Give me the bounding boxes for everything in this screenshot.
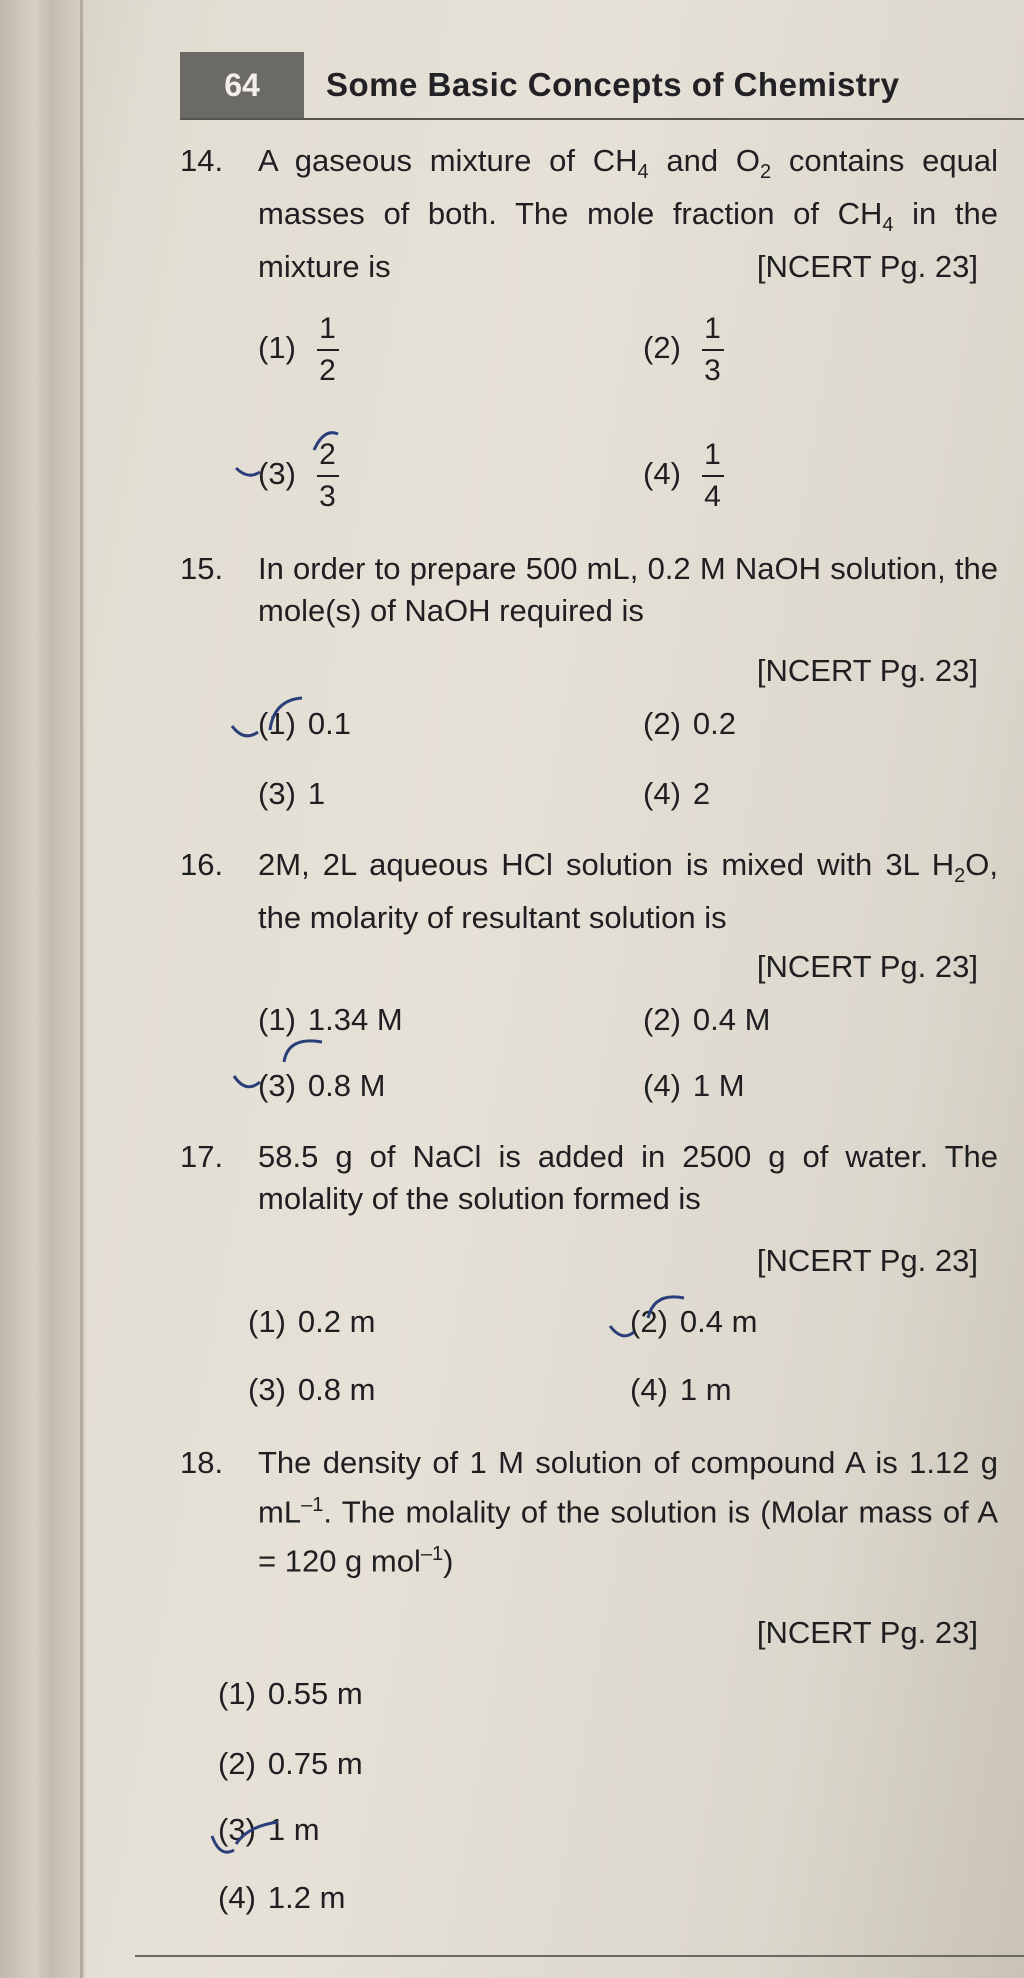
denominator: 2 [319,354,336,387]
option-17-2[interactable] [630,1304,757,1340]
question-number: 15. [180,551,224,586]
option-value: 0.2 [692,706,736,741]
option-18-1[interactable] [218,1676,363,1712]
option-label: (1) [258,1002,296,1037]
header-divider [180,118,1024,120]
option-label: (4) [630,1372,668,1407]
chapter-title: Some Basic Concepts of Chemistry [326,66,900,103]
option-value: 0.8 m [297,1372,376,1407]
option-value: 0.4 M [692,1002,771,1037]
option-label: (4) [218,1880,256,1915]
question-18 [180,1442,1000,1650]
numerator: 2 [319,438,336,471]
option-15-3[interactable] [258,776,325,812]
question-number: 14. [180,143,224,178]
denominator: 4 [704,480,721,513]
option-label: (3) [258,776,296,811]
option-label: (2) [218,1746,256,1781]
option-15-2[interactable] [643,706,736,742]
option-17-4[interactable] [630,1372,732,1408]
question-text: A gaseous mixture of $CH_4$ and $O_2$ contains equal masses of both. The mole fraction of $CH_4$ in the mixture is [258,143,999,285]
option-value: 0.2 m [297,1304,376,1339]
ncert-reference: [NCERT Pg. 23] [756,1615,978,1650]
option-value: 0.1 [307,706,351,741]
option-14-3[interactable] [258,438,339,514]
option-15-1[interactable] [258,706,351,742]
option-14-2[interactable] [643,312,724,388]
question-number: 17. [180,1139,224,1174]
option-16-3[interactable] [258,1068,385,1104]
option-label: (1) [218,1676,256,1711]
option-value: 0.55 m [267,1676,363,1711]
question-15 [180,548,1000,688]
page-fold-line [80,0,83,1978]
option-14-1[interactable] [258,312,339,388]
option-value: 1.2 m [267,1880,346,1915]
ncert-reference: [NCERT Pg. 23] [756,249,978,284]
ncert-reference: [NCERT Pg. 23] [756,653,978,688]
numerator: 1 [704,312,721,345]
question-text: The density of 1 M solution of compound A is 1.12 g $mL^{-1}$. The molality of the solution is (Molar mass of A = 120 g mol$^{-1}$) [258,1445,998,1579]
footer-divider [135,1955,1024,1957]
question-17 [180,1136,1000,1276]
option-label: (2) [643,330,681,366]
option-value: 2 [692,776,711,811]
option-value: 1 m [679,1372,732,1407]
option-label: (2) [630,1304,668,1339]
denominator: 3 [319,480,336,513]
option-label: (1) [258,330,296,366]
option-18-4[interactable] [218,1880,345,1916]
numerator: 1 [704,438,721,471]
fraction [317,312,339,388]
option-16-2[interactable] [643,1002,770,1038]
ncert-reference: [NCERT Pg. 23] [756,1243,978,1278]
option-18-3[interactable] [218,1812,320,1848]
option-label: (3) [258,456,296,492]
option-16-1[interactable] [258,1002,403,1038]
option-value: 1.34 M [307,1002,403,1037]
option-15-4[interactable] [643,776,710,812]
question-text: 2M, 2L aqueous HCl solution is mixed with 3L $H_2O$, the molarity of resultant solution is [258,847,998,936]
question-14 [180,140,1000,440]
question-text: In order to prepare 500 mL, 0.2 M NaOH solution, the mole(s) of NaOH required is [258,551,998,628]
option-value: 0.75 m [267,1746,363,1781]
option-18-2[interactable] [218,1746,363,1782]
fraction [317,438,339,514]
question-text: 58.5 g of NaCl is added in 2500 g of water. The molality of the solution formed is [258,1139,998,1216]
option-17-3[interactable] [248,1372,375,1408]
option-label: (1) [258,706,296,741]
question-number: 18. [180,1445,224,1480]
option-label: (1) [248,1304,286,1339]
option-label: (2) [643,1002,681,1037]
option-14-4[interactable] [643,438,724,514]
option-label: (3) [258,1068,296,1103]
option-label: (2) [643,706,681,741]
fraction [702,438,724,514]
option-value: 0.8 M [307,1068,386,1103]
fraction [702,312,724,388]
option-value: 0.4 m [679,1304,758,1339]
page-number: 64 [180,52,304,118]
page-binding-edge [0,0,86,1978]
question-16 [180,844,1000,984]
option-value: 1 m [267,1812,320,1847]
ncert-reference: [NCERT Pg. 23] [756,949,978,984]
option-label: (4) [643,456,681,492]
option-label: (3) [218,1812,256,1847]
question-number: 16. [180,847,224,882]
numerator: 1 [319,312,336,345]
option-16-4[interactable] [643,1068,745,1104]
option-label: (3) [248,1372,286,1407]
denominator: 3 [704,354,721,387]
option-value: 1 [307,776,326,811]
option-label: (4) [643,1068,681,1103]
page-header [180,52,1024,118]
option-value: 1 M [692,1068,745,1103]
option-label: (4) [643,776,681,811]
option-17-1[interactable] [248,1304,375,1340]
